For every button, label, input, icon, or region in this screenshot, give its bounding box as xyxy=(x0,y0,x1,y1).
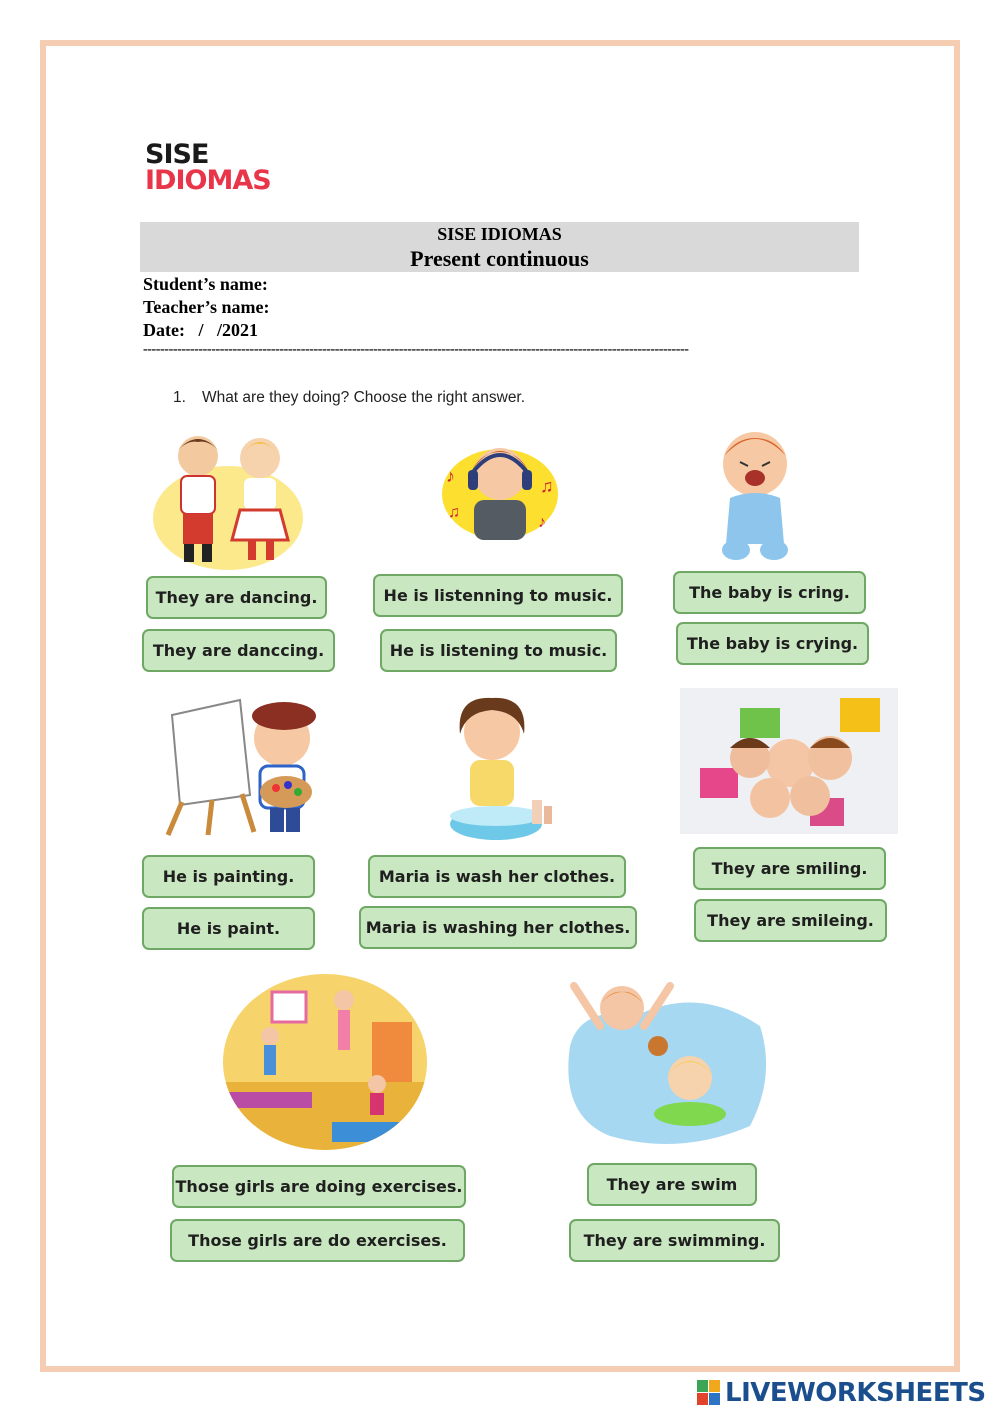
answer-option-q1a[interactable]: They are dancing. xyxy=(146,576,327,619)
kids-swimming-picture xyxy=(560,966,776,1152)
instruction xyxy=(173,389,525,407)
answer-option-q1b[interactable]: They are danccing. xyxy=(142,629,335,672)
answer-option-q3a[interactable]: The baby is cring. xyxy=(673,571,866,614)
student-name-label: Student’s name: xyxy=(143,274,268,294)
answer-option-q2a[interactable]: He is listenning to music. xyxy=(373,574,623,617)
answer-option-q4a[interactable]: He is painting. xyxy=(142,855,315,898)
date-label: Date: / /2021 xyxy=(143,320,258,340)
crying-baby-picture xyxy=(708,426,798,566)
answer-option-q5a[interactable]: Maria is wash her clothes. xyxy=(368,855,626,898)
instruction-text: What are they doing? Choose the right answer. xyxy=(201,389,526,406)
svg-text:♪: ♪ xyxy=(446,466,455,486)
girls-exercising-picture xyxy=(222,972,428,1152)
answer-option-q4b[interactable]: He is paint. xyxy=(142,907,315,950)
watermark-text: LIVEWORKSHEETS xyxy=(725,1378,986,1408)
svg-text:♫: ♫ xyxy=(540,476,554,496)
liveworksheets-logo-icon xyxy=(697,1380,721,1406)
logo-line-1: SISE xyxy=(145,139,209,170)
answer-option-q7a[interactable]: Those girls are doing exercises. xyxy=(172,1165,466,1208)
maria-washing-clothes-picture xyxy=(432,690,560,848)
school-name: SISE IDIOMAS xyxy=(437,224,562,244)
instruction-number: 1. xyxy=(173,389,186,406)
teacher-name-label: Teacher’s name: xyxy=(143,297,270,317)
separator-line: -------------------------------------------------------------------------------------------------------------------------------- xyxy=(143,342,689,357)
boy-listening-music-picture xyxy=(440,432,560,542)
worksheet-header xyxy=(140,222,859,272)
answer-option-q8b[interactable]: They are swimming. xyxy=(569,1219,780,1262)
answer-option-q7b[interactable]: Those girls are do exercises. xyxy=(170,1219,465,1262)
liveworksheets-watermark xyxy=(697,1378,986,1408)
answer-option-q5b[interactable]: Maria is washing her clothes. xyxy=(359,906,637,949)
sise-idiomas-logo xyxy=(145,139,315,200)
answer-option-q3b[interactable]: The baby is crying. xyxy=(676,622,869,665)
svg-text:♪: ♪ xyxy=(538,514,546,531)
dancing-kids-picture xyxy=(148,428,308,573)
answer-option-q6b[interactable]: They are smileing. xyxy=(694,899,887,942)
smiling-kids-picture xyxy=(680,688,898,834)
answer-option-q8a[interactable]: They are swim xyxy=(587,1163,757,1206)
boy-painting-picture xyxy=(162,690,322,840)
answer-option-q2b[interactable]: He is listening to music. xyxy=(380,629,617,672)
worksheet-title: Present continuous xyxy=(410,246,589,271)
logo-line-2: IDIOMAS xyxy=(145,165,271,196)
answer-option-q6a[interactable]: They are smiling. xyxy=(693,847,886,890)
svg-text:♫: ♫ xyxy=(448,504,460,521)
